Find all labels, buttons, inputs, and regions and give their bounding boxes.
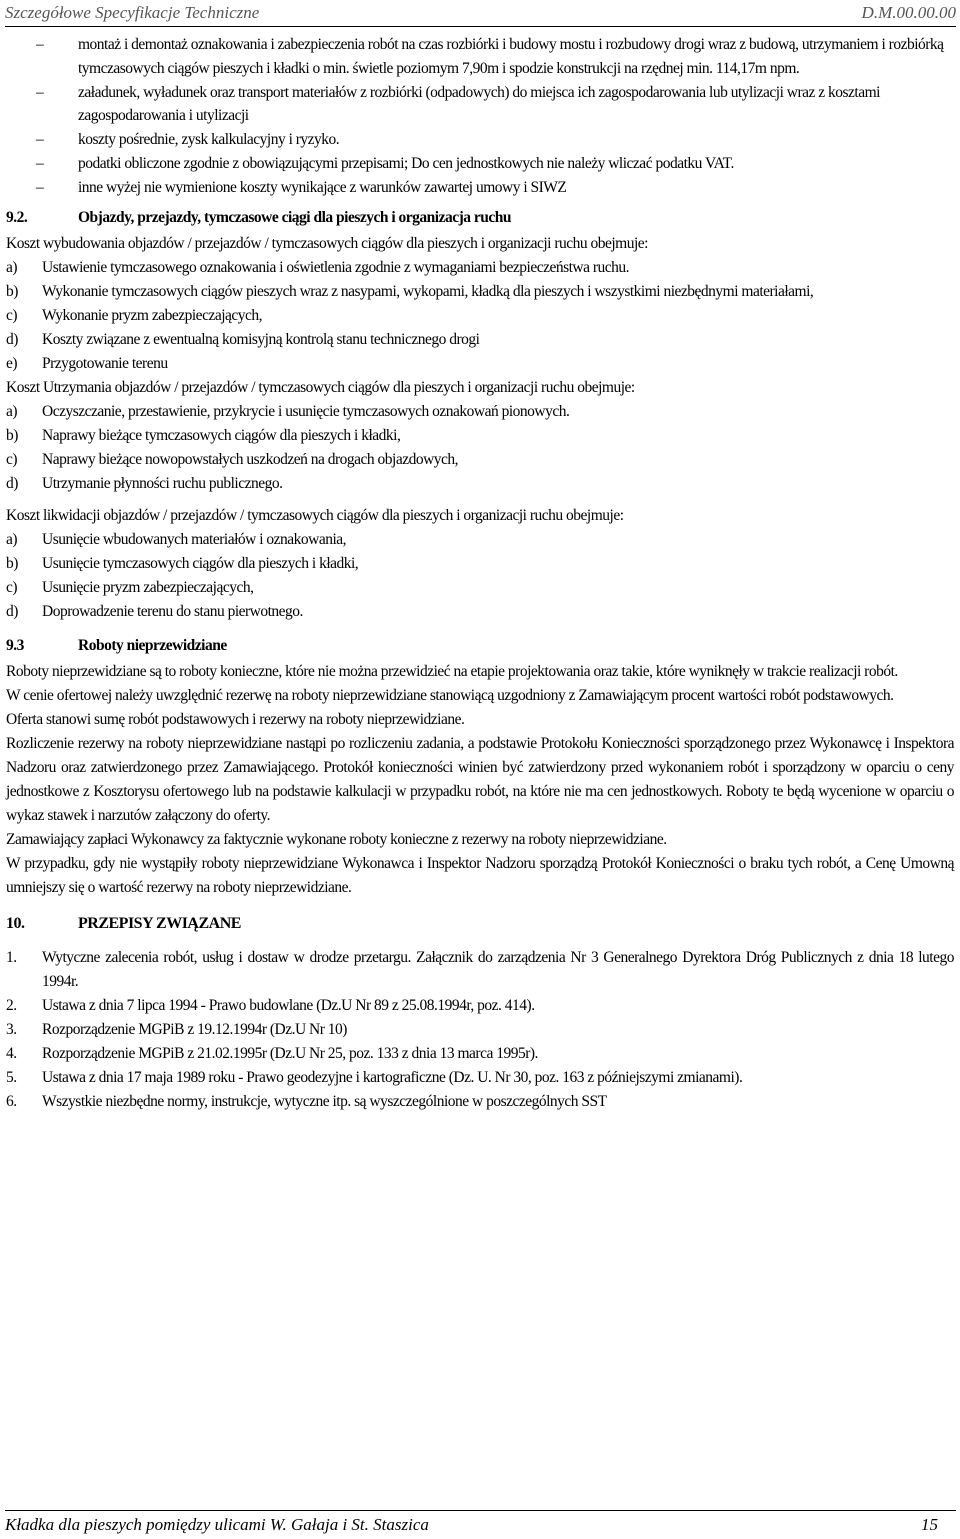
item-text: Utrzymanie płynności ruchu publicznego.: [42, 474, 283, 492]
item-letter: d): [6, 330, 18, 348]
removal-cost-intro: Koszt likwidacji objazdów / przejazdów / tymczasowych ciągów dla pieszych i organizacji ruchu obejmuje:: [6, 506, 624, 524]
page-number: 15: [921, 1515, 938, 1534]
reference-item: [6, 946, 954, 994]
item-text: Ustawienie tymczasowego oznakowania i oświetlenia zgodnie z wymaganiami bezpieczeństwa ruchu.: [42, 258, 630, 276]
section-number: 9.3: [6, 636, 24, 654]
spacer: [6, 496, 954, 504]
dash-item: [6, 33, 954, 80]
reference-item: [6, 1066, 954, 1090]
item-text: Naprawy bieżące nowopowstałych uszkodzeń na drogach objazdowych,: [42, 450, 459, 468]
paragraph: W cenie ofertowej należy uwzględnić rezerwę na roboty nieprzewidziane stanowiącą uzgodniony z Zamawiającym procent wartości robót podstawowych.: [6, 686, 894, 704]
paragraph: Rozliczenie rezerwy na roboty nieprzewidziane nastąpi po rozliczeniu zadania, a podstawie Protokołu Konieczności sporządzonego przez Wykonawcę i Inspektora Nadzoru oraz zatwierdzonego przez Zamawiającego. Protokół konieczności winien być zatwierdzony przed wykonaniem robót i sporządzony w oparciu o ceny jednostkowe z Kosztorysu ofertowego lub na podstawie kalkulacji w przypadku robót, na które nie ma cen jednostkowych. Roboty te będą wycenione w oparciu o wykaz stawek i narzutów załączony do oferty.: [6, 734, 954, 824]
item-text: Usunięcie wbudowanych materiałów i oznakowania,: [42, 530, 347, 548]
list-item: [6, 424, 954, 448]
dash-marker: –: [36, 131, 44, 148]
reference-item: [6, 1042, 954, 1066]
list-item: [6, 256, 954, 280]
paragraph: W przypadku, gdy nie wystąpiły roboty nieprzewidziane Wykonawca i Inspektor Nadzoru sporządzą Protokół Konieczności o braku tych robót, a Cenę Umowną umniejszy się o wartość rezerwy na roboty nieprzewidziane.: [6, 854, 954, 896]
dash-list: [6, 33, 954, 200]
section-number: 9.2.: [6, 208, 28, 226]
list-item: [6, 304, 954, 328]
item-letter: b): [6, 426, 18, 444]
ref-number: 6.: [6, 1092, 17, 1110]
reference-item: [6, 1090, 954, 1114]
item-letter: c): [6, 578, 18, 596]
list-item: [6, 352, 954, 376]
list-item: [6, 328, 954, 352]
list-item: [6, 472, 954, 496]
dash-text: montaż i demontaż oznakowania i zabezpieczenia robót na czas rozbiórki i budowy mostu i rozbudowy drogi wraz z budową, utrzymaniem i rozbiórką tymczasowych ciągów pieszych i kładki o min. świetle poziomym 7,90m i spodzie konstrukcji na rzędnej min. 114,17m npm.: [78, 36, 944, 77]
ref-number: 4.: [6, 1044, 17, 1062]
item-text: Oczyszczanie, przestawienie, przykrycie i usunięcie tymczasowych oznakowań pionowych.: [42, 402, 570, 420]
maint-cost-intro: Koszt Utrzymania objazdów / przejazdów / tymczasowych ciągów dla pieszych i organizacji ruchu obejmuje:: [6, 378, 635, 396]
section-title: Objazdy, przejazdy, tymczasowe ciągi dla pieszych i organizacja ruchu: [78, 208, 512, 226]
reference-item: [6, 1018, 954, 1042]
item-text: Usunięcie pryzm zabezpieczających,: [42, 578, 254, 596]
list-item: [6, 576, 954, 600]
ref-text: Ustawa z dnia 7 lipca 1994 - Prawo budowlane (Dz.U Nr 89 z 25.08.1994r, poz. 414).: [42, 996, 535, 1014]
paragraph: Oferta stanowi sumę robót podstawowych i rezerwy na roboty nieprzewidziane.: [6, 710, 465, 728]
section-heading-9-2: [6, 206, 954, 230]
list-item: [6, 528, 954, 552]
page-content: [6, 33, 954, 1114]
build-cost-intro: Koszt wybudowania objazdów / przejazdów / tymczasowych ciągów dla pieszych i organizacji ruchu obejmuje:: [6, 234, 648, 252]
dash-marker: –: [36, 155, 44, 172]
item-text: Usunięcie tymczasowych ciągów dla pieszych i kładki,: [42, 554, 359, 572]
paragraph: Zamawiający zapłaci Wykonawcy za faktycznie wykonane roboty konieczne z rezerwy na roboty nieprzewidziane.: [6, 830, 667, 848]
dash-text: podatki obliczone zgodnie z obowiązującymi przepisami; Do cen jednostkowych nie należy wliczać podatku VAT.: [78, 155, 734, 172]
item-text: Wykonanie tymczasowych ciągów pieszych wraz z nasypami, wykopami, kładką dla pieszych i wszystkimi niezbędnymi materiałami,: [42, 282, 814, 300]
list-item: [6, 600, 954, 624]
item-text: Doprowadzenie terenu do stanu pierwotnego.: [42, 602, 303, 620]
dash-item: [6, 128, 954, 152]
dash-marker: –: [36, 36, 44, 53]
section-heading-10: [6, 912, 954, 936]
ref-number: 1.: [6, 948, 17, 966]
dash-item: [6, 176, 954, 200]
item-letter: a): [6, 258, 18, 276]
item-text: Naprawy bieżące tymczasowych ciągów dla pieszych i kładki,: [42, 426, 401, 444]
item-letter: a): [6, 530, 18, 548]
item-letter: d): [6, 474, 18, 492]
section-heading-9-3: [6, 634, 954, 658]
section-number: 10.: [6, 914, 25, 932]
ref-number: 5.: [6, 1068, 17, 1086]
list-item: [6, 400, 954, 424]
dash-marker: –: [36, 179, 44, 196]
dash-text: inne wyżej nie wymienione koszty wynikające z warunków zawartej umowy i SIWZ: [78, 179, 567, 196]
header-doc-code: D.M.00.00.00: [861, 3, 956, 22]
ref-number: 2.: [6, 996, 17, 1014]
dash-text: koszty pośrednie, zysk kalkulacyjny i ryzyko.: [78, 131, 340, 148]
item-letter: d): [6, 602, 18, 620]
section-title: PRZEPISY ZWIĄZANE: [78, 914, 241, 932]
item-letter: a): [6, 402, 18, 420]
header-title: Szczegółowe Specyfikacje Techniczne: [5, 3, 260, 22]
item-letter: c): [6, 450, 18, 468]
ref-text: Rozporządzenie MGPiB z 19.12.1994r (Dz.U Nr 10): [42, 1020, 347, 1038]
dash-item: [6, 152, 954, 176]
item-letter: b): [6, 554, 18, 572]
page-header: [5, 0, 956, 27]
ref-text: Rozporządzenie MGPiB z 21.02.1995r (Dz.U Nr 25, poz. 133 z dnia 13 marca 1995r).: [42, 1044, 538, 1062]
item-letter: c): [6, 306, 18, 324]
ref-text: Ustawa z dnia 17 maja 1989 roku - Prawo geodezyjne i kartograficzne (Dz. U. Nr 30, poz. 163 z późniejszymi zmianami).: [42, 1068, 743, 1086]
item-text: Przygotowanie terenu: [42, 354, 168, 372]
ref-text: Wytyczne zalecenia robót, usług i dostaw w drodze przetargu. Załącznik do zarządzenia Nr 3 Generalnego Dyrektora Dróg Publicznych z dnia 18 lutego 1994r.: [42, 948, 954, 990]
list-item: [6, 552, 954, 576]
dash-item: [6, 81, 954, 128]
section-title: Roboty nieprzewidziane: [78, 636, 227, 654]
page-footer: [5, 1510, 956, 1539]
item-letter: b): [6, 282, 18, 300]
reference-item: [6, 994, 954, 1018]
paragraph: Roboty nieprzewidziane są to roboty konieczne, które nie można przewidzieć na etapie projektowania oraz takie, które wyniknęły w trakcie realizacji robót.: [6, 662, 898, 680]
list-item: [6, 448, 954, 472]
item-text: Wykonanie pryzm zabezpieczających,: [42, 306, 263, 324]
dash-text: załadunek, wyładunek oraz transport materiałów z rozbiórki (odpadowych) do miejsca ich zagospodarowania lub utylizacji wraz z kosztami zagospodarowania i utylizacji: [78, 83, 880, 124]
footer-title: Kładka dla pieszych pomiędzy ulicami W. Gałaja i St. Staszica: [5, 1515, 429, 1534]
dash-marker: –: [36, 83, 44, 101]
item-text: Koszty związane z ewentualną komisyjną kontrolą stanu technicznego drogi: [42, 330, 480, 348]
item-letter: e): [6, 354, 18, 372]
ref-number: 3.: [6, 1020, 17, 1038]
list-item: [6, 280, 954, 304]
ref-text: Wszystkie niezbędne normy, instrukcje, wytyczne itp. są wyszczególnione w poszczególnych SST: [42, 1092, 607, 1110]
